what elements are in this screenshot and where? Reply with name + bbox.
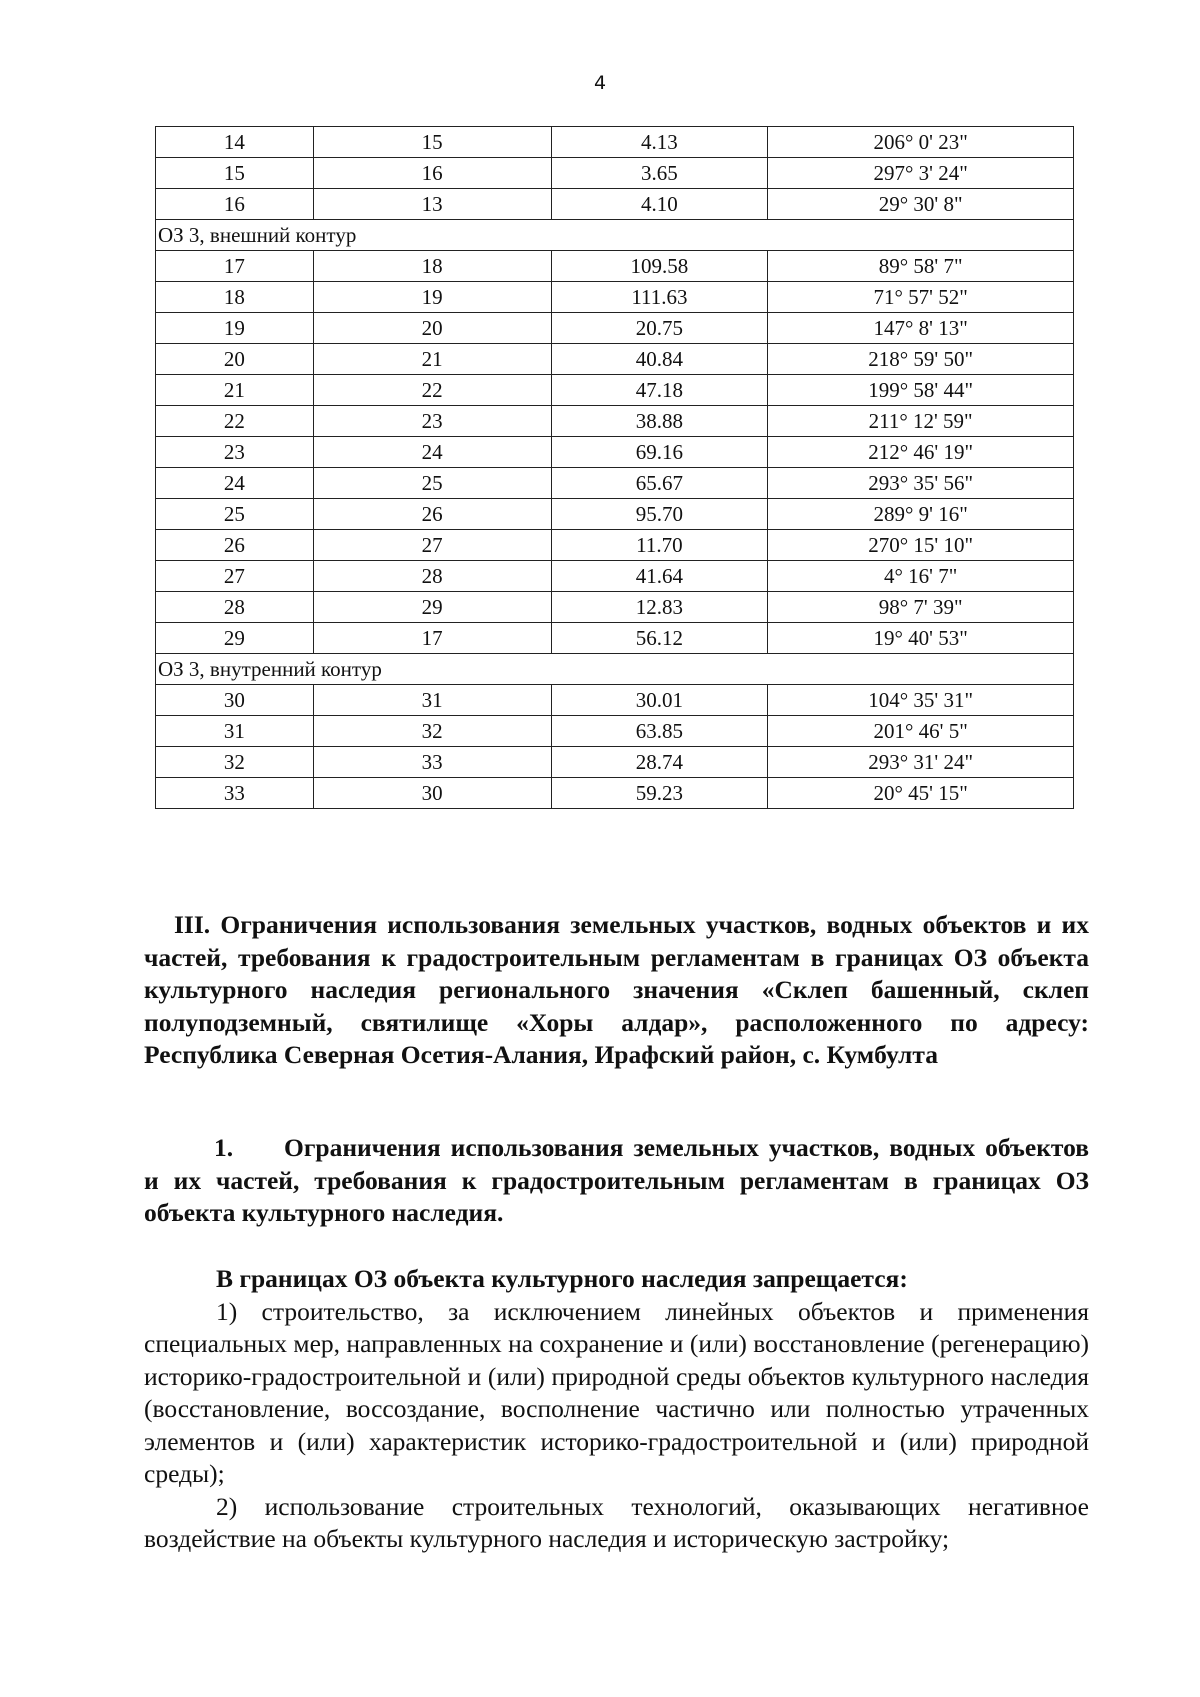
point-from-cell: 18 [156, 282, 314, 313]
point-to-cell: 15 [313, 127, 551, 158]
distance-cell: 30.01 [551, 685, 768, 716]
table-section-label: ОЗ 3, внутренний контур [156, 654, 1074, 685]
point-to-cell: 21 [313, 344, 551, 375]
distance-cell: 111.63 [551, 282, 768, 313]
point-from-cell: 16 [156, 189, 314, 220]
bearing-cell: 147° 8' 13" [768, 313, 1074, 344]
bearing-cell: 199° 58' 44" [768, 375, 1074, 406]
point-from-cell: 31 [156, 716, 314, 747]
table-section-row [156, 220, 1074, 251]
bearing-cell: 211° 12' 59" [768, 406, 1074, 437]
point-from-cell: 23 [156, 437, 314, 468]
point-to-cell: 19 [313, 282, 551, 313]
point-from-cell: 14 [156, 127, 314, 158]
table-row [156, 561, 1074, 592]
point-from-cell: 17 [156, 251, 314, 282]
point-from-cell: 22 [156, 406, 314, 437]
point-from-cell: 28 [156, 592, 314, 623]
distance-cell: 59.23 [551, 778, 768, 809]
bearing-cell: 293° 31' 24" [768, 747, 1074, 778]
prohibited-section [144, 1263, 1089, 1556]
bearing-cell: 206° 0' 23" [768, 127, 1074, 158]
distance-cell: 109.58 [551, 251, 768, 282]
distance-cell: 4.10 [551, 189, 768, 220]
point-from-cell: 29 [156, 623, 314, 654]
table-section-label: ОЗ 3, внешний контур [156, 220, 1074, 251]
distance-cell: 20.75 [551, 313, 768, 344]
point-to-cell: 25 [313, 468, 551, 499]
bearing-cell: 270° 15' 10" [768, 530, 1074, 561]
bearing-cell: 289° 9' 16" [768, 499, 1074, 530]
table-row [156, 251, 1074, 282]
point-to-cell: 29 [313, 592, 551, 623]
point-to-cell: 27 [313, 530, 551, 561]
point-to-cell: 31 [313, 685, 551, 716]
table-row [156, 623, 1074, 654]
point-to-cell: 32 [313, 716, 551, 747]
bearing-cell: 89° 58' 7" [768, 251, 1074, 282]
coordinates-table [155, 126, 1074, 809]
point-to-cell: 17 [313, 623, 551, 654]
distance-cell: 63.85 [551, 716, 768, 747]
distance-cell: 41.64 [551, 561, 768, 592]
point-to-cell: 30 [313, 778, 551, 809]
point-from-cell: 32 [156, 747, 314, 778]
point-to-cell: 28 [313, 561, 551, 592]
bearing-cell: 218° 59' 50" [768, 344, 1074, 375]
point-from-cell: 26 [156, 530, 314, 561]
point-to-cell: 22 [313, 375, 551, 406]
point-from-cell: 21 [156, 375, 314, 406]
table-row [156, 778, 1074, 809]
point-to-cell: 26 [313, 499, 551, 530]
point-from-cell: 19 [156, 313, 314, 344]
table-row [156, 282, 1074, 313]
point-to-cell: 24 [313, 437, 551, 468]
point-from-cell: 15 [156, 158, 314, 189]
table-row [156, 468, 1074, 499]
distance-cell: 95.70 [551, 499, 768, 530]
table-row [156, 158, 1074, 189]
section-heading: III. Ограничения использования земельных участков, водных объектов и их частей, требования к градостроительным регламентам в границах ОЗ объекта культурного наследия регионального значения «Склеп башенный, склеп полуподземный, святилище «Хоры алдар», расположенного по адресу: Республика Северная Осетия-Алания, Ирафский район, с. Кумбулта [144, 910, 1089, 1069]
distance-cell: 3.65 [551, 158, 768, 189]
distance-cell: 28.74 [551, 747, 768, 778]
bearing-cell: 29° 30' 8" [768, 189, 1074, 220]
bearing-cell: 4° 16' 7" [768, 561, 1074, 592]
bearing-cell: 19° 40' 53" [768, 623, 1074, 654]
point-to-cell: 13 [313, 189, 551, 220]
point-from-cell: 33 [156, 778, 314, 809]
table-row [156, 747, 1074, 778]
bearing-cell: 212° 46' 19" [768, 437, 1074, 468]
table-row [156, 592, 1074, 623]
point-to-cell: 20 [313, 313, 551, 344]
item-1 [144, 1132, 1089, 1230]
distance-cell: 47.18 [551, 375, 768, 406]
point-from-cell: 30 [156, 685, 314, 716]
table-section-row [156, 654, 1074, 685]
bearing-cell: 98° 7' 39" [768, 592, 1074, 623]
point-from-cell: 27 [156, 561, 314, 592]
point-from-cell: 20 [156, 344, 314, 375]
item-1-text: Ограничения использования земельных участков, водных объектов и их частей, требования к градостроительным регламентам в границах ОЗ объекта культурного наследия. [144, 1133, 1089, 1227]
prohibited-item: 1) строительство, за исключением линейных объектов и применения специальных мер, направленных на сохранение и (или) восстановление (регенерацию) историко-градостроительной и (или) природной среды объектов культурного наследия (восстановление, воссоздание, восполнение частично или полностью утраченных элементов и (или) характеристик историко-градостроительной и (или) природной среды); [144, 1296, 1089, 1488]
point-from-cell: 24 [156, 468, 314, 499]
prohibited-lead: В границах ОЗ объекта культурного наследия запрещается: [216, 1264, 908, 1293]
point-to-cell: 18 [313, 251, 551, 282]
table-row [156, 189, 1074, 220]
table-row [156, 530, 1074, 561]
distance-cell: 56.12 [551, 623, 768, 654]
prohibited-item: 2) использование строительных технологий, оказывающих негативное воздействие на объекты культурного наследия и историческую застройку; [144, 1491, 1089, 1553]
table-row [156, 716, 1074, 747]
bearing-cell: 20° 45' 15" [768, 778, 1074, 809]
distance-cell: 12.83 [551, 592, 768, 623]
page-number: 4 [593, 72, 607, 94]
point-to-cell: 23 [313, 406, 551, 437]
bearing-cell: 297° 3' 24" [768, 158, 1074, 189]
bearing-cell: 293° 35' 56" [768, 468, 1074, 499]
table-row [156, 127, 1074, 158]
bearing-cell: 201° 46' 5" [768, 716, 1074, 747]
point-to-cell: 16 [313, 158, 551, 189]
point-to-cell: 33 [313, 747, 551, 778]
bearing-cell: 104° 35' 31" [768, 685, 1074, 716]
item-1-number: 1. [214, 1133, 234, 1162]
table-row [156, 344, 1074, 375]
distance-cell: 40.84 [551, 344, 768, 375]
table-row [156, 375, 1074, 406]
distance-cell: 69.16 [551, 437, 768, 468]
distance-cell: 65.67 [551, 468, 768, 499]
bearing-cell: 71° 57' 52" [768, 282, 1074, 313]
distance-cell: 11.70 [551, 530, 768, 561]
table-row [156, 499, 1074, 530]
point-from-cell: 25 [156, 499, 314, 530]
distance-cell: 38.88 [551, 406, 768, 437]
distance-cell: 4.13 [551, 127, 768, 158]
table-row [156, 437, 1074, 468]
table-row [156, 406, 1074, 437]
table-row [156, 313, 1074, 344]
table-row [156, 685, 1074, 716]
